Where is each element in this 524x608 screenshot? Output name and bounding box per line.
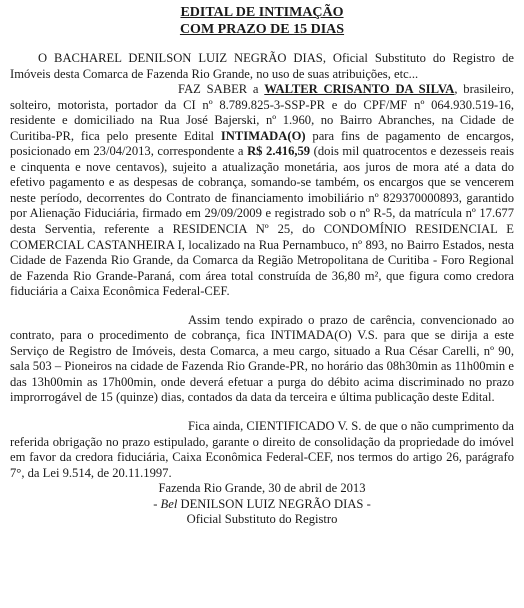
opening-paragraph — [10, 51, 514, 82]
signatory-role: Oficial Substituto do Registro — [186, 512, 338, 527]
intimada-label: INTIMADA(O) — [220, 128, 306, 143]
signatory-name: DENILSON LUIZ NEGRÃO DIAS - — [180, 496, 371, 511]
contract-details: (dois mil quatrocentos e dezesseis reais e cinquenta e nove centavos), sujeito a atualização monetária, aos juros de mora até a data do efetivo pagamento e as despesas de cobrança, somando-se também, os encargos que se vencerem neste período, decorrentes do Contrato de financiamento imobiliário nº 829370000893, garantido por Alienação Fiduciária, firmado em 29/09/2009 e registrado sob o nº R-5, da matrícula nº 17.677 desta Serventia, referente a RESIDENCIA Nº 25, do CONDOMÍNIO RESIDENCIAL E COMERCIAL CASTANHEIRA I, localizado na Rua Pernambuco, nº 893, no Bairro Estados, nesta Cidade de Fazenda Rio Grande, da Comarca da Região Metropolitana de Curitiba - Foro Regional de Fazenda Rio Grande-Paraná, com área total construída de 36,80 m², que figura como credora fiduciária a Caixa Econômica Federal-CEF. — [10, 144, 514, 299]
deadline-text: Assim tendo expirado o prazo de carência, convencionado ao contrato, para o procedimento de cobrança, fica INTIMADA(O) V.S. para que se dirija a este Serviço de Registro de Imóveis, desta Comarca, a meu cargo, situado a Rua César Carelli, nº 90, sala 503 – Pioneiros na cidade de Fazenda Rio Grande-PR, no horário das 08h30min as 11h00min e das 13h00min as 17h00min, onde deverá efetuar a purga do débito acima discriminado no prazo improrrogável de 15 (quinze) dias, contados da data da terceira e última publicação deste Edital. — [10, 312, 514, 405]
signatory-line — [10, 497, 514, 513]
charges-text: para fins de pagamento de encargos, posicionado em 23/04/2013, correspondente a — [10, 128, 514, 159]
opening-text: O BACHAREL DENILSON LUIZ NEGRÃO DIAS, Oficial Substituto do Registro de Imóveis desta Comarca de Fazenda Rio Grande, no uso de suas atribuições, etc... — [10, 51, 514, 81]
bel-title: Bel — [160, 496, 178, 511]
deadline-paragraph — [10, 313, 514, 406]
leading-dash: - — [153, 496, 158, 511]
notice-paragraph — [10, 82, 514, 300]
consolidation-text: Fica ainda, CIENTIFICADO V. S. de que o não cumprimento da referida obrigação no prazo estipulado, garante o direito de consolidação da propriedade do imóvel em favor da credora fiduciária, Caixa Econômica Federal-CEF, nos termos do artigo 26, parágrafo 7°, da Lei 9.514, de 20.11.1997. — [10, 419, 514, 480]
consolidation-paragraph — [10, 419, 514, 481]
debtor-details: , brasileiro, solteiro, motorista, portador da CI nº 8.789.825-3-SSP-PR e do CPF/MF nº 064.930.519-16, residente e domiciliado na Rua José Bajerski, nº 1.960, no Bairro Abranches, na Cidade de Curitiba-PR, fica pelo presente Edital — [10, 82, 515, 143]
edital-title: EDITAL DE INTIMAÇÃO — [180, 5, 344, 20]
amount-value: R$ 2.416,59 — [247, 144, 311, 159]
edital-subtitle: COM PRAZO DE 15 DIAS — [179, 22, 345, 37]
place-date: Fazenda Rio Grande, 30 de abril de 2013 — [158, 481, 366, 496]
edital-page — [10, 4, 514, 600]
debtor-name: WALTER CRISANTO DA SILVA — [264, 82, 455, 97]
faz-saber-text: FAZ SABER a — [178, 82, 259, 97]
